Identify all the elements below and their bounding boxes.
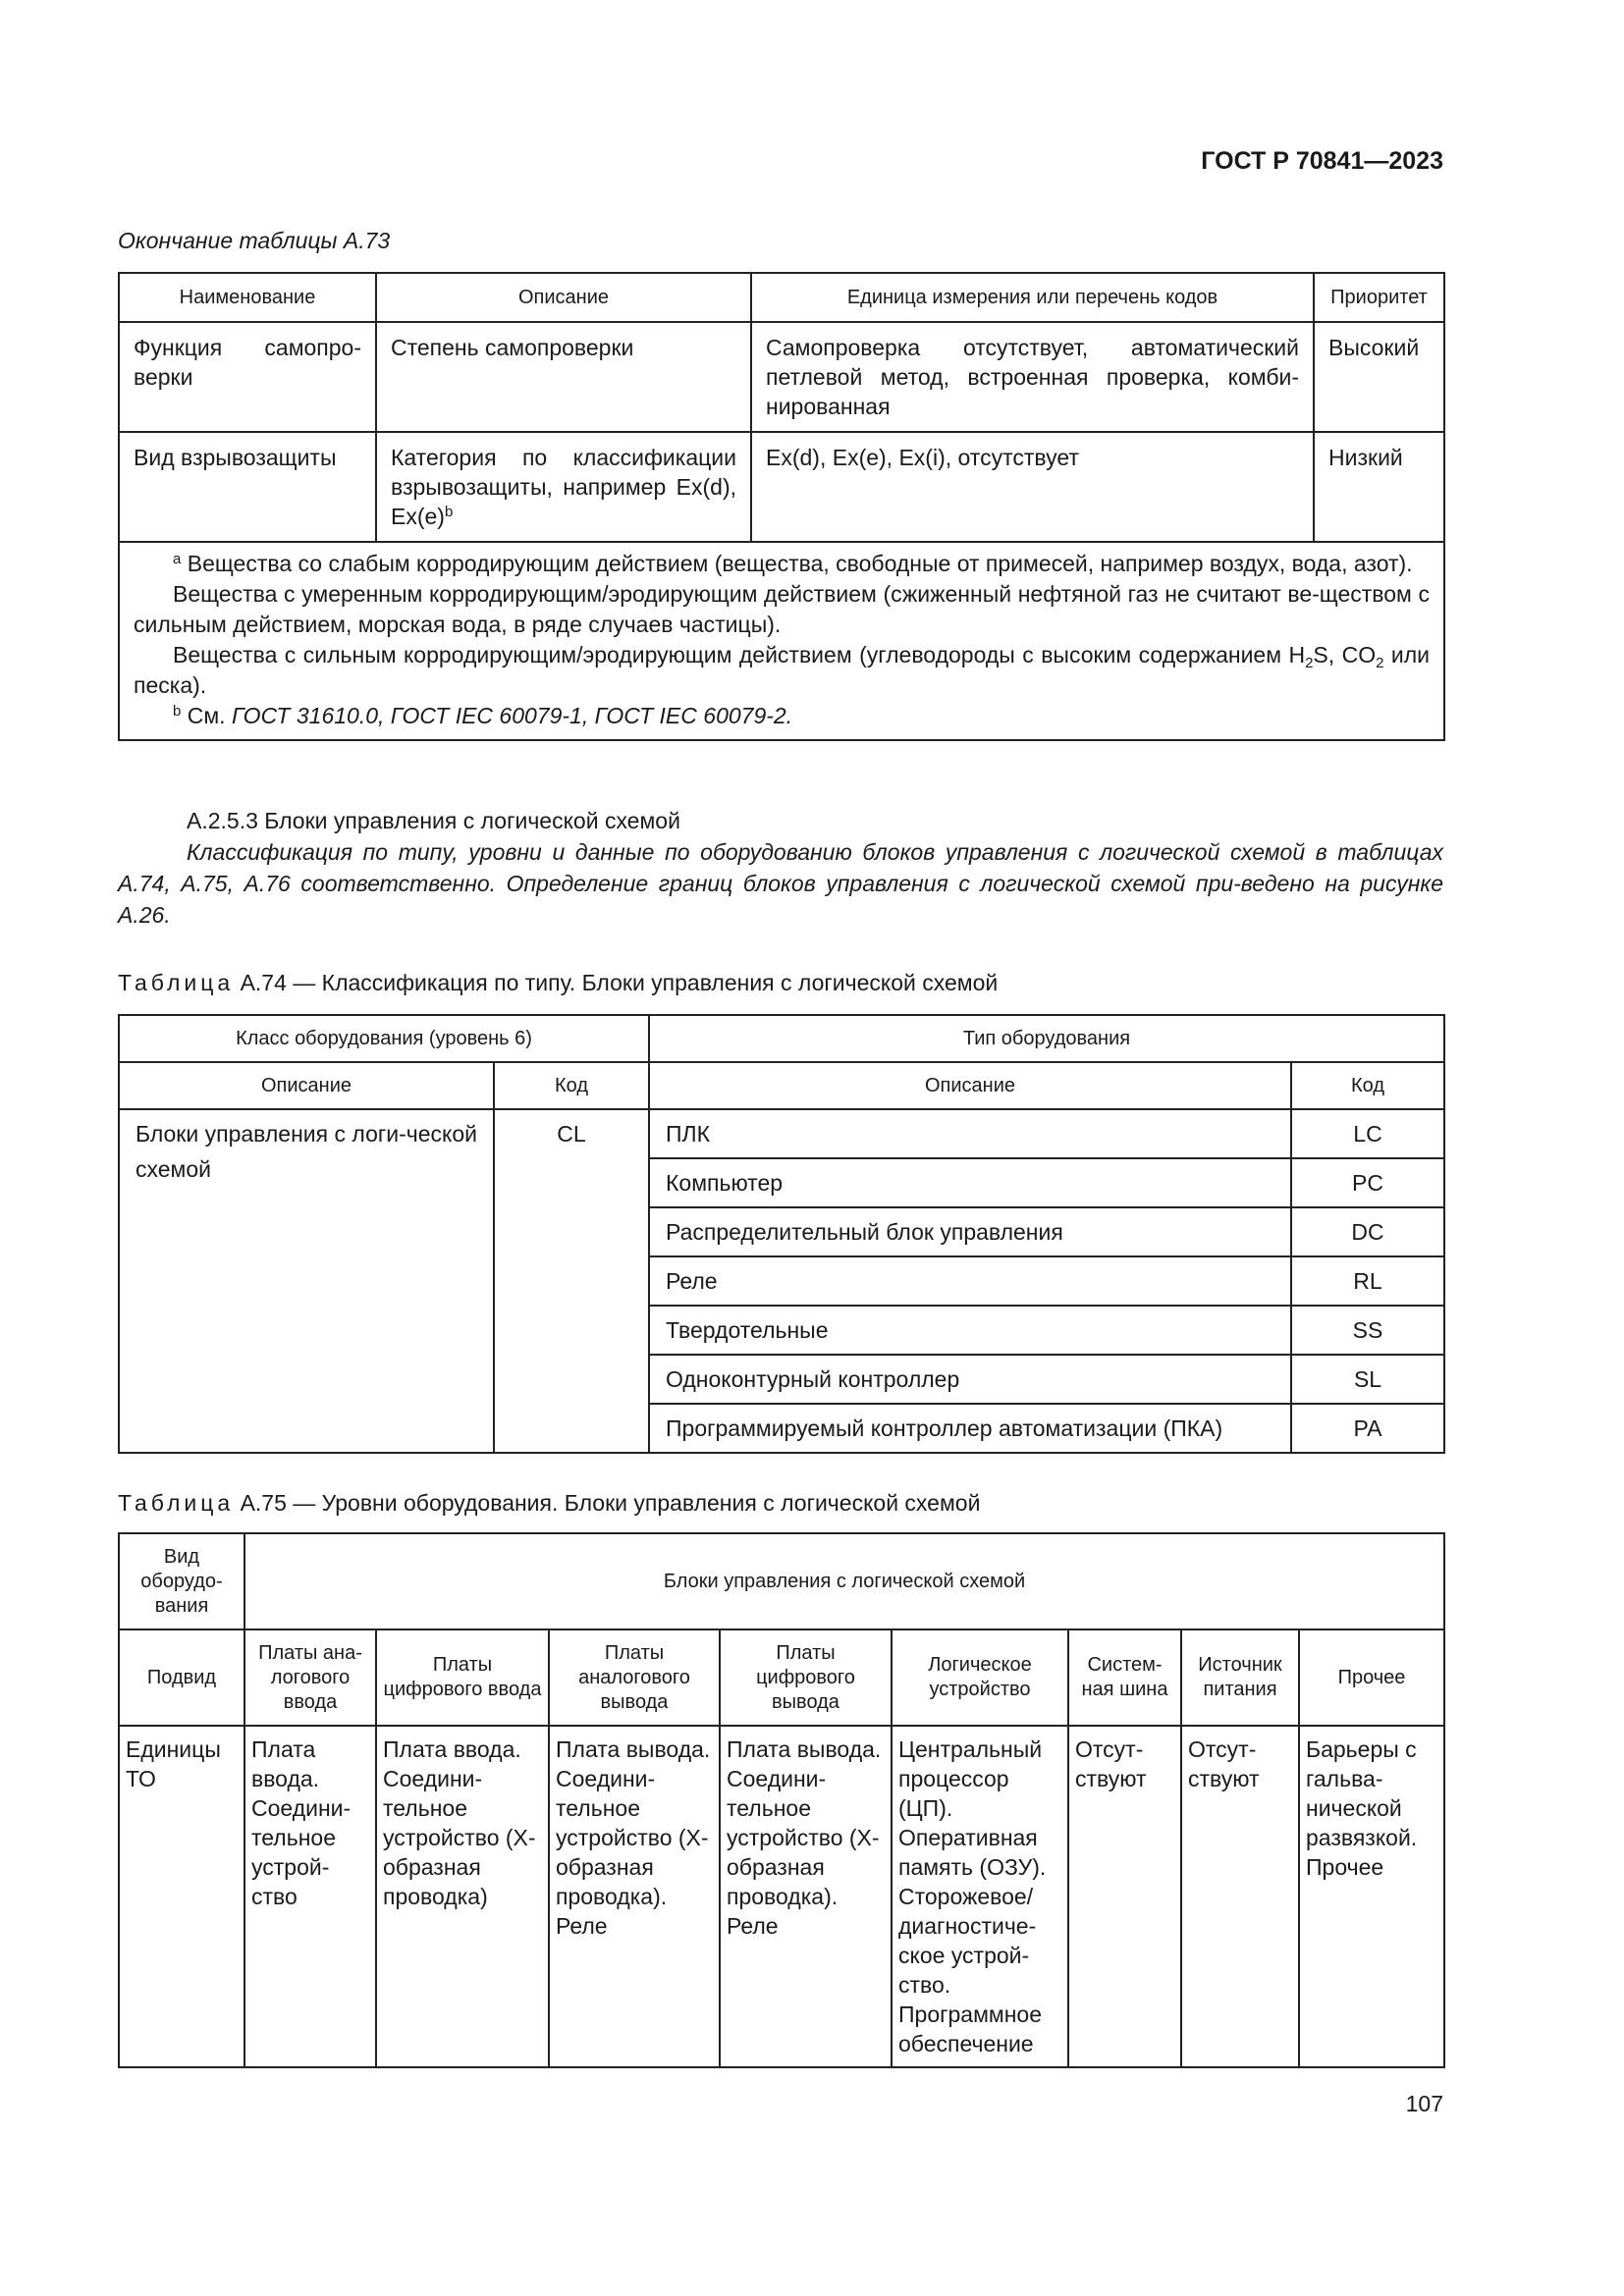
table74-type-desc: Реле [649, 1256, 1291, 1306]
note-a1-text: Вещества со слабым корродирующим действием (вещества, свободные от примесей, например воздух, вода, азот). [187, 551, 1413, 576]
table73-header-cell: Приоритет [1314, 273, 1444, 322]
table75-cell: Плата вывода. Соедини-тельное устройство (Х-образная проводка). Реле [549, 1726, 720, 2067]
table74-type-desc: Распределительный блок управления [649, 1207, 1291, 1256]
table75-cell: Плата ввода. Соедини-тельное устрой-ство [244, 1726, 376, 2067]
table74-type-desc: Программируемый контроллер автоматизации (ПКА) [649, 1404, 1291, 1453]
table75-cell: Единицы ТО [119, 1726, 244, 2067]
table73-cell-priority: Низкий [1314, 432, 1444, 542]
table74-type-desc: ПЛК [649, 1109, 1291, 1158]
table-a75 [118, 1532, 1445, 2068]
table75-header-cell: Систем-ная шина [1068, 1629, 1181, 1726]
table74-caption-text: А.74 — Классификация по типу. Блоки управления с логической схемой [234, 970, 999, 995]
note-a3-text-3: или песка). [134, 642, 1430, 698]
table75-top-header-row [119, 1533, 1444, 1629]
table73-cell-priority: Высокий [1314, 322, 1444, 432]
table75-caption-word: Таблица [118, 1490, 235, 1516]
table74-type-code: SL [1291, 1355, 1444, 1404]
table74-caption-word: Таблица [118, 970, 235, 995]
table73-cell-name: Вид взрывозащиты [119, 432, 376, 542]
note-a3-text-1: Вещества с сильным корродирующим/эродирующим действием (углеводороды с высоким содержанием H [173, 642, 1306, 667]
table74-sub-header: Описание [649, 1062, 1291, 1109]
note-a3 [134, 640, 1430, 701]
page-number: 107 [1405, 2091, 1443, 2116]
table75-cell: Отсут-ствуют [1181, 1726, 1299, 2067]
table73-cell-units: Ex(d), Ex(e), Ex(i), отсутствует [751, 432, 1314, 542]
table75-cell: Плата ввода. Соедини-тельное устройство (Х-образная проводка) [376, 1726, 549, 2067]
table75-header-cell: Логическое устройство [892, 1629, 1068, 1726]
table75-header-cell: Платы аналогового вывода [549, 1629, 720, 1726]
table74-class-code: CL [494, 1109, 649, 1453]
table75-header-row [119, 1629, 1444, 1726]
footnote-marker-a: a [173, 551, 182, 567]
table75-header-cell: Платы цифрового вывода [720, 1629, 892, 1726]
table74-type-code: PC [1291, 1158, 1444, 1207]
note-b [134, 701, 1430, 731]
table74-type-code: PA [1291, 1404, 1444, 1453]
table75-caption [118, 1490, 980, 1517]
table-a74 [118, 1014, 1445, 1454]
table75-span-header: Блоки управления с логической схемой [244, 1533, 1444, 1629]
table74-sub-header: Код [494, 1062, 649, 1109]
table75-cell: Центральный процессор (ЦП). Оперативная память (ОЗУ). Сторожевое/ диагностиче-ское устрой-ство. Программное обеспечение [892, 1726, 1068, 2067]
note-b-prefix: См. [187, 703, 226, 728]
table73-cell-desc: Степень самопроверки [376, 322, 751, 432]
table74-group-header: Класс оборудования (уровень 6) [119, 1015, 649, 1062]
note-b-refs: ГОСТ 31610.0, ГОСТ IEC 60079-1, ГОСТ IEC 60079-2. [231, 703, 793, 728]
table74-type-code: SS [1291, 1306, 1444, 1355]
table74-group-header-row [119, 1015, 1444, 1062]
table74-group-header: Тип оборудования [649, 1015, 1444, 1062]
table74-type-desc: Твердотельные [649, 1306, 1291, 1355]
footnote-marker-b: b [444, 504, 454, 520]
table73-notes [119, 542, 1444, 740]
table-row [119, 322, 1444, 432]
table75-header-cell: Источник питания [1181, 1629, 1299, 1726]
table73-notes-row [119, 542, 1444, 740]
table74-type-code: LC [1291, 1109, 1444, 1158]
table74-type-desc: Компьютер [649, 1158, 1291, 1207]
table74-sub-header: Описание [119, 1062, 494, 1109]
table-row [119, 1726, 1444, 2067]
table73-desc-text: Категория по классификации взрывозащиты, например Ex(d), Ex(e) [391, 445, 736, 529]
table75-header-cell: Прочее [1299, 1629, 1444, 1726]
section-paragraph: Классификация по типу, уровни и данные по оборудованию блоков управления с логической схемой в таблицах А.74, А.75, А.76 соответственно. Определение границ блоков управления с логической схемой при-ведено на рисунке А.26. [118, 839, 1443, 928]
table73-header-cell: Описание [376, 273, 751, 322]
note-a1 [134, 549, 1430, 579]
note-a3-text-2: S, CO [1313, 642, 1377, 667]
table74-type-desc: Одноконтурный контроллер [649, 1355, 1291, 1404]
table75-cell: Плата вывода. Соедини-тельное устройство (Х-образная проводка). Реле [720, 1726, 892, 2067]
table75-cell: Отсут-ствуют [1068, 1726, 1181, 2067]
table73-caption: Окончание таблицы А.73 [118, 228, 391, 253]
subscript: 2 [1305, 655, 1314, 671]
document-code: ГОСТ Р 70841—2023 [1201, 147, 1443, 175]
table73-cell-name: Функция самопро-верки [119, 322, 376, 432]
section-heading: А.2.5.3 Блоки управления с логической схемой [187, 808, 680, 833]
table75-top-left-header: Вид оборудо-вания [119, 1533, 244, 1629]
table-row [119, 432, 1444, 542]
table73-header-cell: Единица измерения или перечень кодов [751, 273, 1314, 322]
table74-sub-header-row [119, 1062, 1444, 1109]
table73-cell-desc [376, 432, 751, 542]
note-a2: Вещества с умеренным корродирующим/эродирующим действием (сжиженный нефтяной газ не считают ве-ществом с сильным действием, морская вода, в ряде случаев частицы). [134, 581, 1430, 637]
table74-type-code: RL [1291, 1256, 1444, 1306]
table74-sub-header: Код [1291, 1062, 1444, 1109]
table75-cell: Барьеры с гальва-нической развязкой. Прочее [1299, 1726, 1444, 2067]
subscript: 2 [1376, 655, 1384, 671]
table-row [119, 1109, 1444, 1158]
table74-type-code: DC [1291, 1207, 1444, 1256]
table74-class-desc: Блоки управления с логи-ческой схемой [119, 1109, 494, 1453]
table74-caption [118, 970, 998, 996]
table75-header-cell: Подвид [119, 1629, 244, 1726]
table75-header-cell: Платы цифрового ввода [376, 1629, 549, 1726]
table75-header-cell: Платы ана-логового ввода [244, 1629, 376, 1726]
section-a253 [118, 805, 1443, 931]
table73-cell-units: Самопроверка отсутствует, автоматический петлевой метод, встроенная проверка, комби-нированная [751, 322, 1314, 432]
footnote-marker-b: b [173, 703, 182, 720]
table73-header-row [119, 273, 1444, 322]
table73-header-cell: Наименование [119, 273, 376, 322]
table-a73 [118, 272, 1445, 741]
table75-caption-text: А.75 — Уровни оборудования. Блоки управления с логической схемой [234, 1490, 981, 1516]
